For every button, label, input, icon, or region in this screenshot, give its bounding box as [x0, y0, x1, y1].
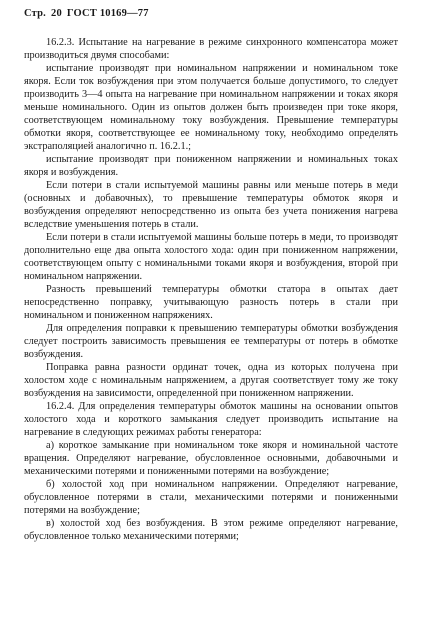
paragraph-method-nominal-voltage: испытание производят при номинальном напряжении и номинальном токе якоря. Если ток возбуждения при этом получается больше допустимого, то следует производить 3—4 опыта на нагревание при номинальном напряжении и токах якоря меньше номинального. Один из опытов должен быть произведен при токе якоря, соответствующем номинальному току возбуждения. Превышение температуры обмотки якоря, соответствующее ее номинальному току, необходимо определять экстраполяцией аналогично п. 16.2.1.; — [24, 63, 398, 152]
list-item-v: в) холостой ход без возбуждения. В этом режиме определяют нагревание, обусловленное только механическими потерями; — [24, 518, 398, 542]
standard-code: ГОСТ 10169—77 — [66, 8, 149, 19]
paragraph-16-2-4: 16.2.4. Для определения температуры обмоток машины на основании опытов холостого хода и короткого замыкания следует производить испытание на нагревание в следующих режимах работы генератора: — [24, 401, 398, 438]
paragraph-excitation-correction: Для определения поправки к превышению температуры обмотки возбуждения следует построить зависимость превышения ее температуры от потерь в обмотке возбуждения. — [24, 323, 398, 360]
page-number: 20 — [51, 8, 62, 19]
paragraph-correction-ordinates: Поправка равна разности ординат точек, одна из которых получена при холостом ходе с номинальным напряжением, а другая соответствует тому же току возбуждения на зависимости, определенной при пониженном напряжении. — [24, 362, 398, 399]
paragraph-stator-difference: Разность превышений температуры обмотки статора в опытах дает непосредственно поправку, учитывающую разность потерь в стали при номинальном и пониженном напряжениях. — [24, 284, 398, 321]
page-label: Стр. — [24, 8, 46, 19]
document-body — [24, 36, 398, 543]
paragraph-losses-equal: Если потери в стали испытуемой машины равны или меньше потерь в меди (основных и добавочных), то превышение температуры обмоток якоря и возбуждения определяют непосредственно из опыта без учета понижения нагрева вследствие уменьшения потерь в стали. — [24, 180, 398, 230]
list-item-a: а) короткое замыкание при номинальном токе якоря и номинальной частоте вращения. Определяют нагревание, обусловленное основными, добавочными и механическими потерями и пониженными потерями на возбуждение; — [24, 440, 398, 477]
page-header — [24, 8, 149, 19]
paragraph-16-2-3: 16.2.3. Испытание на нагревание в режиме синхронного компенсатора может производиться двумя способами: — [24, 37, 398, 61]
paragraph-losses-greater: Если потери в стали испытуемой машины больше потерь в меди, то производят дополнительно еще два опыта холостого хода: один при пониженном напряжении, соответствующем опыту с номинальными токами якоря и возбуждения, второй при номинальном напряжении. — [24, 232, 398, 282]
list-item-b: б) холостой ход при номинальном напряжении. Определяют нагревание, обусловленное потерями в стали, механическими потерями и пониженными потерями на возбуждение; — [24, 479, 398, 516]
paragraph-method-reduced-voltage: испытание производят при пониженном напряжении и номинальных токах якоря и возбуждения. — [24, 154, 398, 178]
